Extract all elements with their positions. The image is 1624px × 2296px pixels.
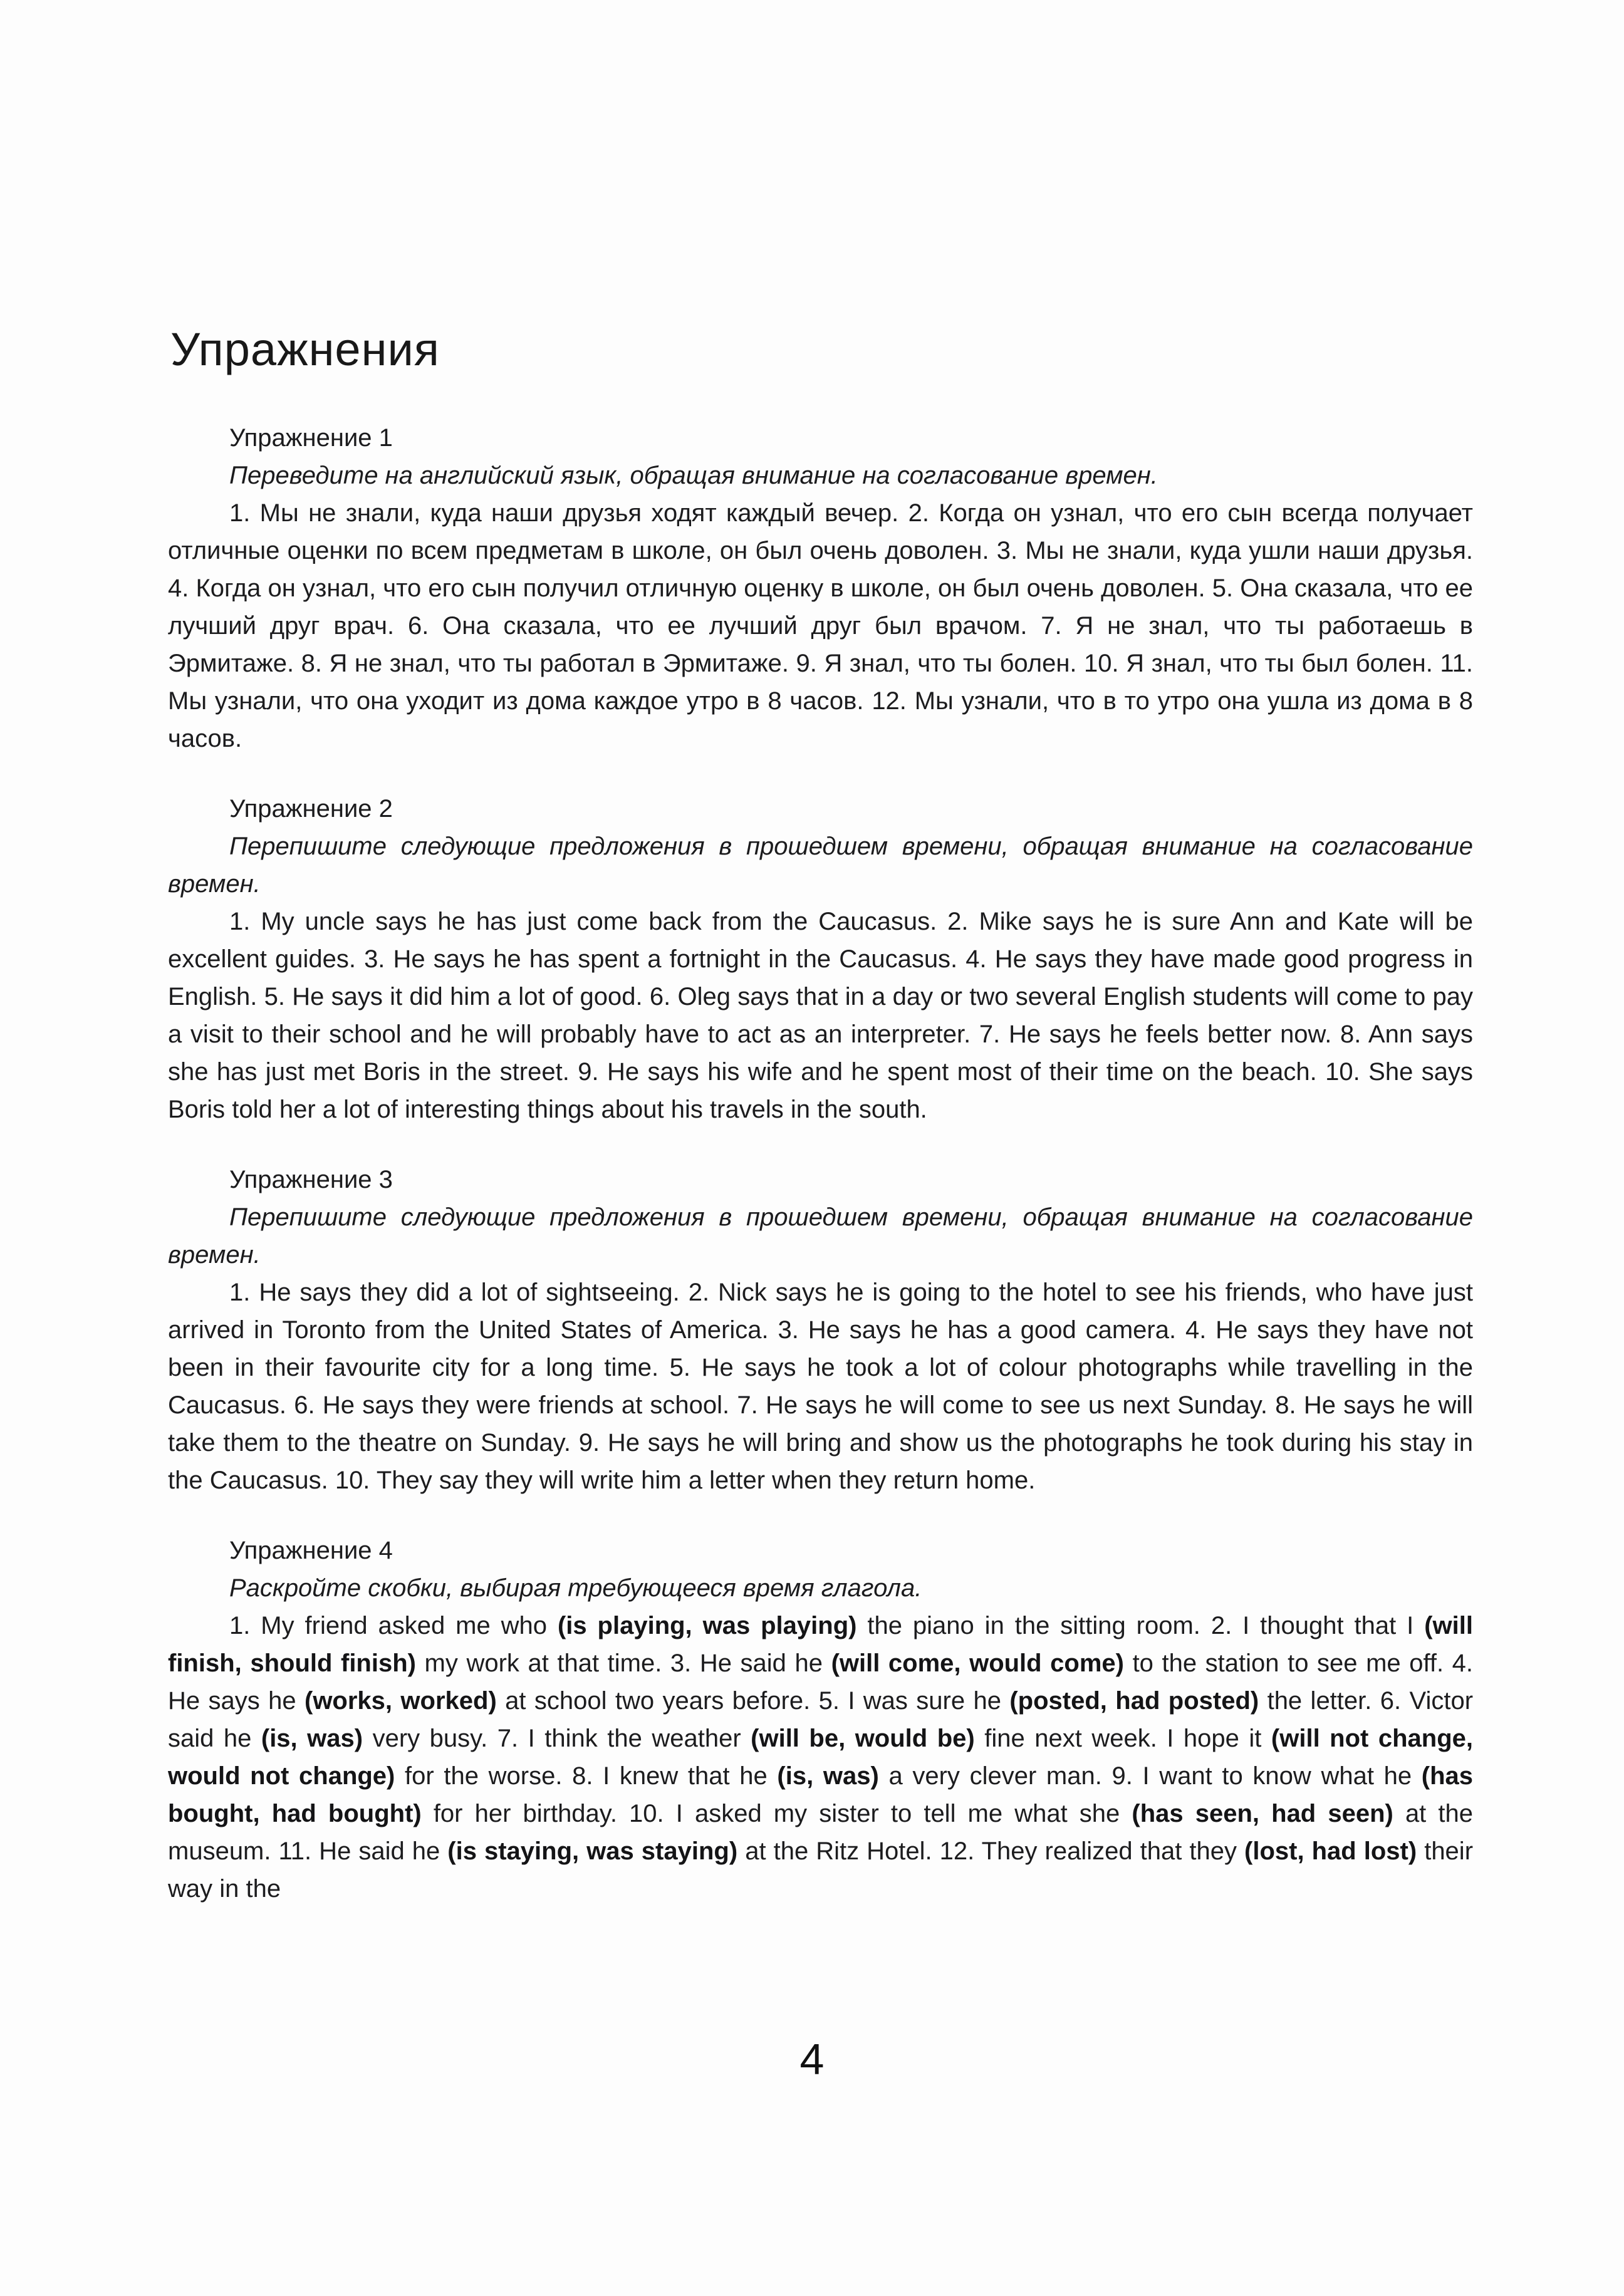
page-content xyxy=(168,323,1474,1908)
exercise-body: 1. Мы не знали, куда наши друзья ходят каждый вечер. 2. Когда он узнал, что его сын всегда получает отличные оценки по всем предметам в школе, он был очень доволен. 3. Мы не знали, куда ушли наши друзья. 4. Когда он узнал, что его сын получил отличную оценку в школе, он был очень доволен. 5. Она сказала, что ее лучший друг врач. 6. Она сказала, что ее лучший друг был врачом. 7. Я не знал, что ты работаешь в Эрмитаже. 8. Я не знал, что ты работал в Эрмитаже. 9. Я знал, что ты болен. 10. Я знал, что ты был болен. 11. Мы узнали, что она уходит из дома каждое утро в 8 часов. 12. Мы узнали, что в то утро она ушла из дома в 8 часов. xyxy=(168,499,1473,752)
exercise-body: 1. My uncle says he has just come back from the Caucasus. 2. Mike says he is sure Ann and Kate will be excellent guides. 3. He says he has spent a fortnight in the Caucasus. 4. He says they have made good progress in English. 5. He says it did him a lot of good. 6. Oleg says that in a day or two several English students will come to pay a visit to their school and he will probably have to act as an interpreter. 7. He says he feels better now. 8. Ann says she has just met Boris in the street. 9. He says his wife and he spent most of their time on the beach. 10. She says Boris told her a lot of interesting things about his travels in the south. xyxy=(168,908,1473,1123)
exercise-section-3 xyxy=(168,1161,1473,1499)
exercise-heading: Упражнение 1 xyxy=(229,424,393,452)
exercise-instruction: Перепишите следующие предложения в прошедшем времени, обращая внимание на согласование времен. xyxy=(168,833,1473,898)
page-title: Упражнения xyxy=(170,323,440,375)
page-number: 4 xyxy=(799,2035,825,2084)
exercise-instruction: Перепишите следующие предложения в прошедшем времени, обращая внимание на согласование времен. xyxy=(168,1203,1473,1269)
exercise-instruction: Переведите на английский язык, обращая внимание на согласование времен. xyxy=(229,462,1158,489)
exercise-instruction: Раскройте скобки, выбирая требующееся время глагола. xyxy=(229,1574,922,1602)
exercise-section-2 xyxy=(168,790,1473,1128)
exercise-body: 1. He says they did a lot of sightseeing. 2. Nick says he is going to the hotel to see his friends, who have just arrived in Toronto from the United States of America. 3. He says he has a good camera. 4. He says they have not been in their favourite city for a long time. 5. He says he took a lot of colour photographs while travelling in the Caucasus. 6. He says they were friends at school. 7. He says he will come to see us next Sunday. 8. He says he will take them to the theatre on Sunday. 9. He says he will bring and show us the photographs he took during his stay in the Caucasus. 10. They say they will write him a letter when they return home. xyxy=(168,1279,1473,1494)
exercise-heading: Упражнение 4 xyxy=(229,1537,393,1564)
exercise-section-4 xyxy=(168,1532,1473,1908)
exercise-body: 1. My friend asked me who (is playing, was playing) the piano in the sitting room. 2. I thought that I (will finish, should finish) my work at that time. 3. He said he (will come, would come) to the station to see me off. 4. He says he (works, worked) at school two years before. 5. I was sure he (posted, had posted) the letter. 6. Victor said he (is, was) very busy. 7. I think the weather (will be, would be) fine next week. I hope it (will not change, would not change) for the worse. 8. I knew that he (is, was) a very clever man. 9. I want to know what he (has bought, had bought) for her birthday. 10. I asked my sister to tell me what she (has seen, had seen) at the museum. 11. He said he (is staying, was staying) at the Ritz Hotel. 12. They realized that they (lost, had lost) their way in the xyxy=(168,1612,1474,1903)
exercise-section-1 xyxy=(168,419,1473,757)
exercise-heading: Упражнение 2 xyxy=(229,795,393,823)
exercise-heading: Упражнение 3 xyxy=(229,1166,393,1193)
